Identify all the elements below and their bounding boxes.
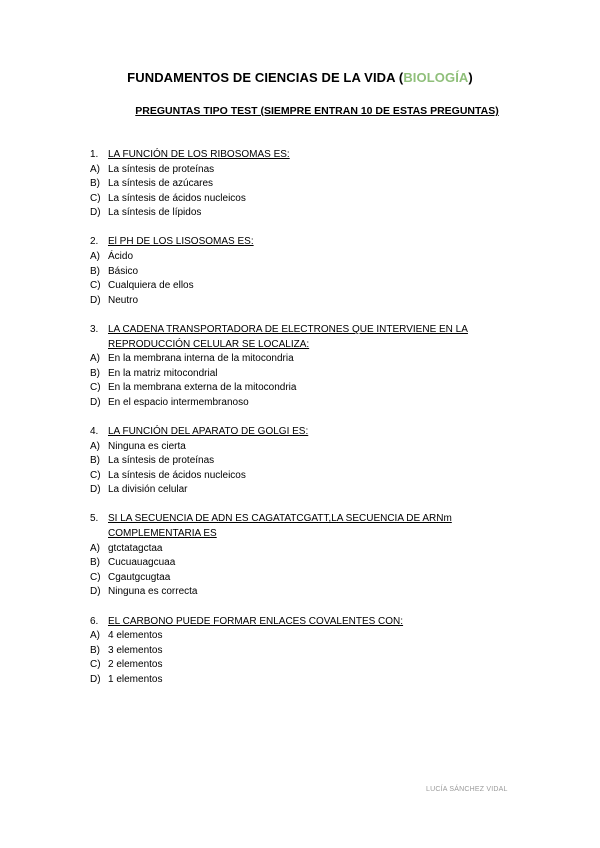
answer-option	[90, 644, 530, 659]
option-letter: D)	[90, 586, 101, 598]
question-number: 3.	[90, 323, 99, 335]
option-letter: C)	[90, 382, 101, 394]
option-letter: D)	[90, 207, 101, 219]
option-letter: D)	[90, 294, 101, 306]
title-accent: BIOLOGÍA	[403, 70, 469, 85]
page-title	[0, 70, 600, 85]
answer-option	[90, 585, 530, 600]
option-text: 4 elementos	[108, 630, 163, 642]
answer-option	[90, 177, 530, 192]
option-letter: A)	[90, 630, 100, 642]
answer-option	[90, 571, 530, 586]
question-text: LA FUNCIÓN DE LOS RIBOSOMAS ES:	[108, 149, 290, 160]
question-text: LA FUNCIÓN DEL APARATO DE GOLGI ES:	[108, 426, 309, 437]
option-text: La síntesis de azúcares	[108, 178, 214, 190]
option-letter: B)	[90, 557, 100, 569]
option-letter: B)	[90, 178, 100, 190]
question-text: LA CADENA TRANSPORTADORA DE ELECTRONES QUE INTERVIENE EN LA REPRODUCCIÓN CELULAR SE LOCALIZA:	[108, 323, 468, 350]
option-letter: B)	[90, 265, 100, 277]
answer-option	[90, 279, 530, 294]
option-letter: D)	[90, 484, 101, 496]
option-letter: B)	[90, 367, 100, 379]
option-letter: C)	[90, 571, 101, 583]
answer-option	[90, 352, 530, 367]
answer-option	[90, 250, 530, 265]
option-text: La síntesis de proteínas	[108, 455, 215, 467]
option-letter: A)	[90, 542, 100, 554]
answer-option	[90, 483, 530, 498]
question	[90, 512, 530, 600]
option-text: En el espacio intermembranoso	[108, 396, 249, 408]
question-number: 4.	[90, 426, 99, 437]
question-stem	[90, 323, 530, 352]
question-text: SI LA SECUENCIA DE ADN ES CAGATATCGATT,LA SECUENCIA DE ARNm COMPLEMENTARIA ES	[108, 513, 452, 540]
answer-option	[90, 294, 530, 309]
question-number: 6.	[90, 615, 99, 627]
option-text: En la matriz mitocondrial	[108, 367, 218, 379]
option-letter: D)	[90, 396, 101, 408]
answer-option	[90, 556, 530, 571]
question-stem	[90, 615, 530, 630]
option-text: La división celular	[108, 484, 188, 496]
answer-option	[90, 469, 530, 484]
option-letter: C)	[90, 469, 101, 481]
answer-option	[90, 454, 530, 469]
option-letter: B)	[90, 644, 100, 656]
option-letter: A)	[90, 163, 100, 175]
question-number: 1.	[90, 149, 99, 160]
question-list	[90, 148, 530, 702]
option-text: Cgautgcugtaa	[108, 571, 171, 583]
answer-option	[90, 673, 530, 688]
question	[90, 323, 530, 411]
question	[90, 615, 530, 688]
question-stem	[90, 425, 530, 440]
answer-option	[90, 163, 530, 178]
option-text: Cucuauagcuaa	[108, 557, 176, 569]
answer-option	[90, 396, 530, 411]
option-text: 2 elementos	[108, 659, 163, 671]
answer-option	[90, 381, 530, 396]
option-text: gtctatagctaa	[108, 542, 163, 554]
option-text: Básico	[108, 265, 139, 277]
option-text: Neutro	[108, 294, 139, 306]
answer-option	[90, 542, 530, 557]
option-letter: C)	[90, 280, 101, 292]
page-subtitle: PREGUNTAS TIPO TEST (SIEMPRE ENTRAN 10 DE ESTAS PREGUNTAS)	[135, 105, 499, 117]
answer-option	[90, 658, 530, 673]
question-stem	[90, 148, 530, 163]
option-text: Cualquiera de ellos	[108, 280, 194, 292]
option-text: 3 elementos	[108, 644, 163, 656]
answer-option	[90, 440, 530, 455]
option-letter: A)	[90, 251, 100, 263]
answer-option	[90, 192, 530, 207]
option-text: Ácido	[108, 251, 134, 263]
answer-option	[90, 629, 530, 644]
option-letter: A)	[90, 353, 100, 365]
option-text: En la membrana interna de la mitocondria	[108, 353, 294, 365]
answer-option	[90, 206, 530, 221]
question-text: EL CARBONO PUEDE FORMAR ENLACES COVALENTES CON:	[108, 615, 404, 627]
option-text: La síntesis de ácidos nucleicos	[108, 469, 246, 481]
question-stem	[90, 512, 530, 541]
option-text: La síntesis de lípidos	[108, 207, 202, 219]
question	[90, 235, 530, 308]
title-main: FUNDAMENTOS DE CIENCIAS DE LA VIDA (	[127, 70, 404, 85]
question	[90, 425, 530, 498]
option-letter: A)	[90, 440, 100, 452]
option-text: 1 elementos	[108, 673, 163, 685]
question-number: 5.	[90, 513, 99, 525]
option-text: La síntesis de proteínas	[108, 163, 215, 175]
footer-author: LUCÍA SÁNCHEZ VIDAL	[426, 786, 508, 793]
question	[90, 148, 530, 221]
question-number: 2.	[90, 236, 99, 248]
option-text: Ninguna es cierta	[108, 440, 186, 452]
question-text: El PH DE LOS LISOSOMAS ES:	[108, 236, 254, 248]
answer-option	[90, 367, 530, 382]
title-close: )	[468, 70, 473, 85]
question-stem	[90, 235, 530, 250]
option-text: En la membrana externa de la mitocondria	[108, 382, 297, 394]
option-letter: D)	[90, 673, 101, 685]
option-letter: B)	[90, 455, 100, 467]
option-text: La síntesis de ácidos nucleicos	[108, 192, 246, 204]
answer-option	[90, 265, 530, 280]
option-letter: C)	[90, 659, 101, 671]
option-letter: C)	[90, 192, 101, 204]
option-text: Ninguna es correcta	[108, 586, 198, 598]
